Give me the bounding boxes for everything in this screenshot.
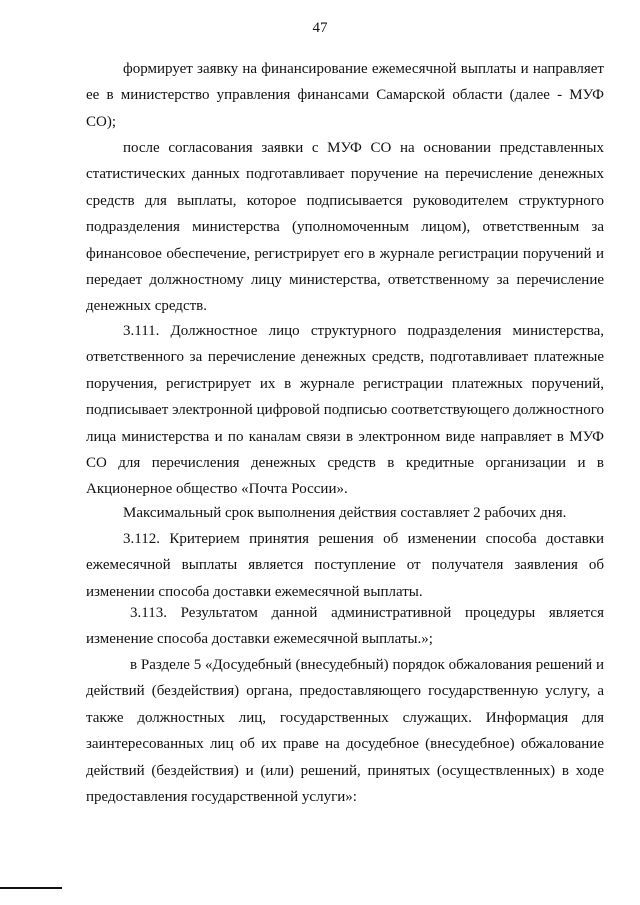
paragraph-funding-request [86,56,604,135]
paragraph-text: Максимальный срок выполнения действия составляет 2 рабочих дня. [123,505,567,521]
paragraph-deadline [86,500,604,526]
paragraph-3-111 [86,318,604,503]
paragraph-text: 3.112. Критерием принятия решения об изменении способа доставки ежемесячной выплаты является поступление от получателя заявления об изменении способа доставки ежемесячной выплаты. [86,531,604,600]
paragraph-text: после согласования заявки с МУФ СО на основании представленных статистических данных подготавливает поручение на перечисление денежных средств для выплаты, которое подписывается руководителем структурного подразделения министерства (уполномоченным лицом), ответственным за финансовое обеспечение, регистрирует его в журнале регистрации поручений и передает должностному лицу министерства, ответственному за перечисление денежных средств. [86,140,604,315]
paragraph-text: 3.113. Результатом данной административной процедуры является изменение способа доставки ежемесячной выплаты.»; [86,605,604,648]
paragraph-text: формирует заявку на финансирование ежемесячной выплаты и направляет ее в министерство управления финансами Самарской области (далее - МУФ СО); [86,61,604,130]
page-number: 47 [312,20,328,36]
paragraph-section-5 [86,652,604,810]
paragraph-text: в Разделе 5 «Досудебный (внесудебный) порядок обжалования решений и действий (бездействия) органа, предоставляющего государственную услугу, а также должностных лиц, государственных служащих. Информация для заинтересованных лиц об их праве на досудебное (внесудебное) обжалование действий (бездействия) и (или) решений, принятых (осуществленных) в ходе предоставления государственной услуги»: [86,657,604,806]
paragraph-text: 3.111. Должностное лицо структурного подразделения министерства, ответственного за перечисление денежных средств, подготавливает платежные поручения, регистрирует их в журнале регистрации платежных поручений, подписывает электронной цифровой подписью соответствующего должностного лица министерства и по каналам связи в электронном виде направляет в МУФ СО для перечисления денежных средств в кредитные организации и в Акционерное общество «Почта России». [86,323,604,498]
paragraph-3-113 [86,600,604,653]
paragraph-3-112 [86,526,604,605]
footer-divider [0,887,62,889]
paragraph-payment-order [86,135,604,320]
